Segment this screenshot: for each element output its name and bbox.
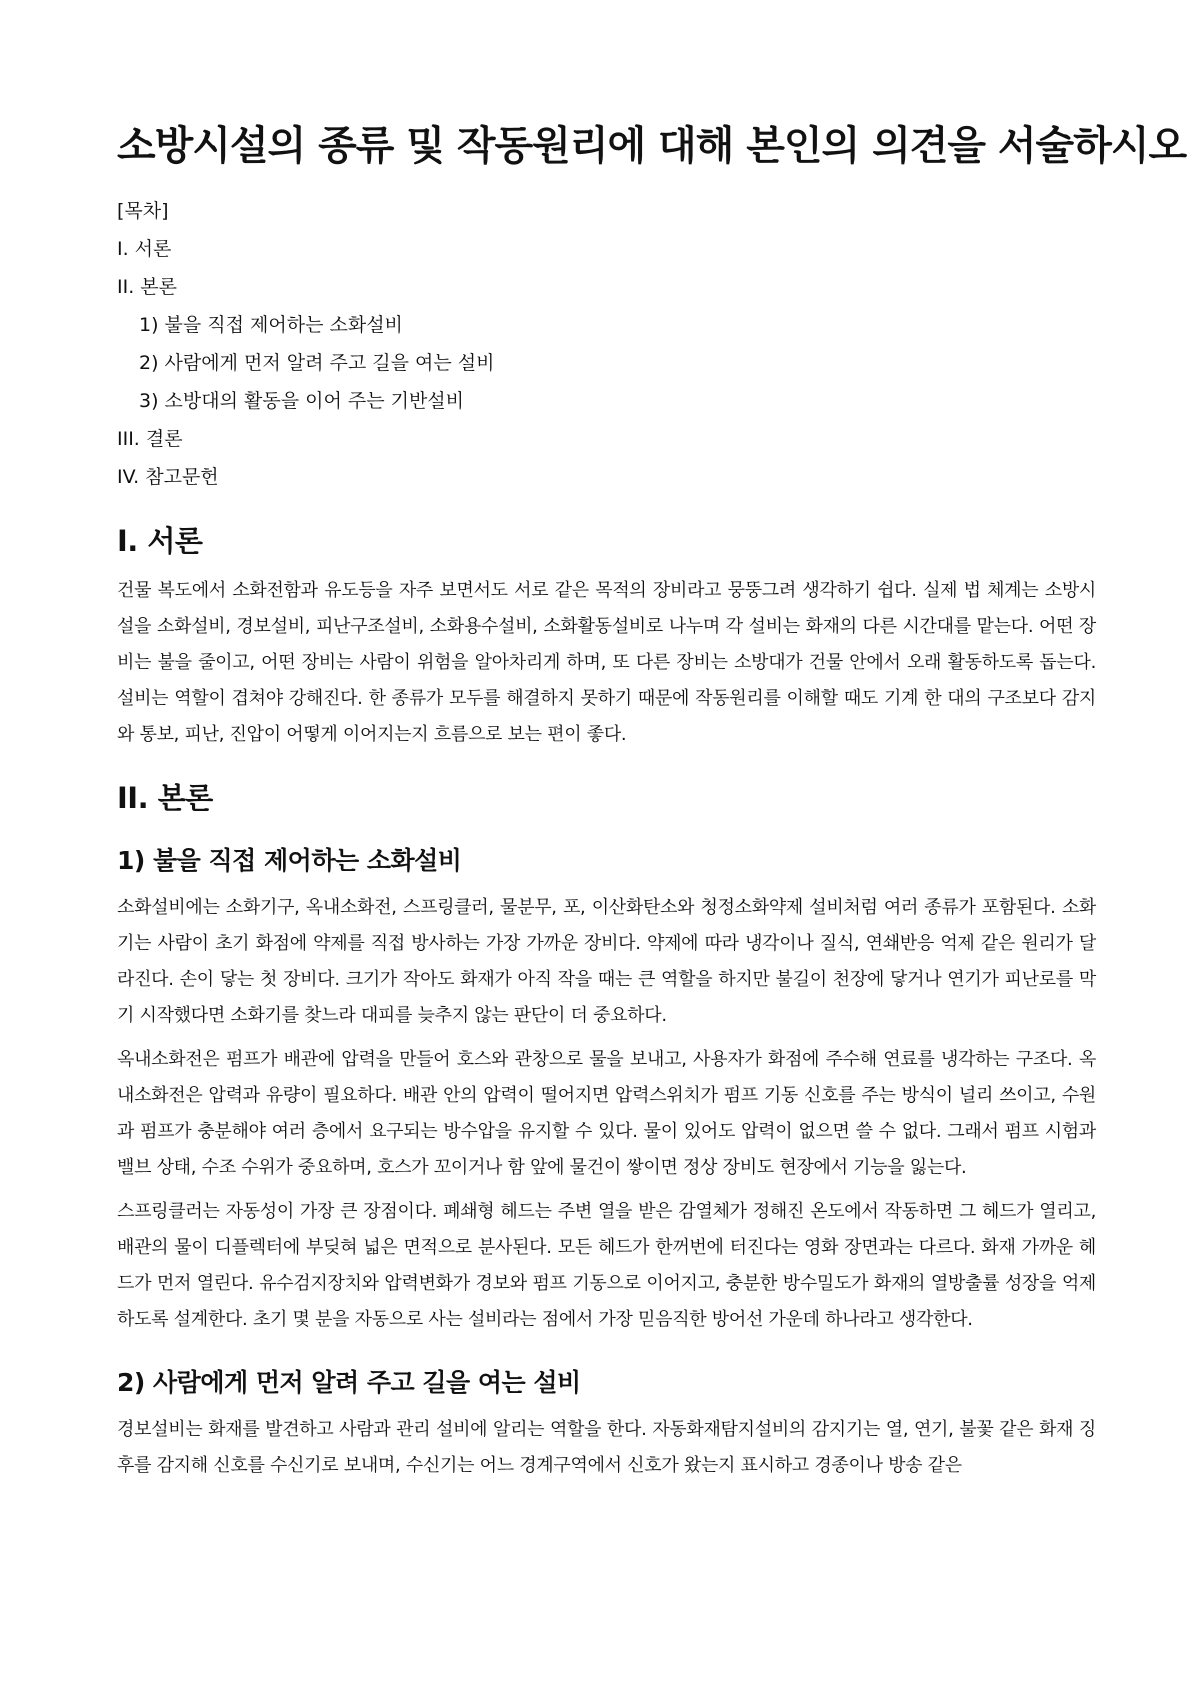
- toc-subitem-2: 2) 사람에게 먼저 알려 주고 길을 여는 설비: [139, 352, 495, 374]
- toc-item-intro: I. 서론: [117, 238, 172, 260]
- paragraph: 경보설비는 화재를 발견하고 사람과 관리 설비에 알리는 역할을 한다. 자동화재탐지설비의 감지기는 열, 연기, 불꽃 같은 화재 징후를 감지해 신호를 수신기로 보내며, 수신기는 어느 경계구역에서 신호가 왔는지 표시하고 경종이나 방송 같은: [117, 1418, 1096, 1476]
- section-body: [117, 781, 1096, 1484]
- toc-item-references: IV. 참고문헌: [117, 466, 219, 488]
- toc-item-body: II. 본론: [117, 276, 177, 298]
- subsection-alarm-evacuation: [117, 1368, 1096, 1484]
- paragraph: 옥내소화전은 펌프가 배관에 압력을 만들어 호스와 관창으로 물을 보내고, 사용자가 화점에 주수해 연료를 냉각하는 구조다. 옥내소화전은 압력과 유량이 필요하다. 배관 안의 압력이 떨어지면 압력스위치가 펌프 기동 신호를 주는 방식이 널리 쓰이고, 수원과 펌프가 충분해야 여러 층에서 요구되는 방수압을 유지할 수 있다. 물이 있어도 압력이 없으면 쓸 수 없다. 그래서 펌프 시험과 밸브 상태, 수조 수위가 중요하며, 호스가 꼬이거나 함 앞에 물건이 쌓이면 정상 장비도 현장에서 기능을 잃는다.: [117, 1048, 1096, 1178]
- paragraph: 건물 복도에서 소화전함과 유도등을 자주 보면서도 서로 같은 목적의 장비라고 뭉뚱그려 생각하기 쉽다. 실제 법 체계는 소방시설을 소화설비, 경보설비, 피난구조설비, 소화용수설비, 소화활동설비로 나누며 각 설비는 화재의 다른 시간대를 맡는다. 어떤 장비는 불을 줄이고, 어떤 장비는 사람이 위험을 알아차리게 하며, 또 다른 장비는 소방대가 건물 안에서 오래 활동하도록 돕는다. 설비는 역할이 겹쳐야 강해진다. 한 종류가 모두를 해결하지 못하기 때문에 작동원리를 이해할 때도 기계 한 대의 구조보다 감지와 통보, 피난, 진압이 어떻게 이어지는지 흐름으로 보는 편이 좋다.: [117, 579, 1096, 745]
- section-introduction: [117, 524, 1096, 753]
- table-of-contents: [117, 192, 1096, 496]
- subsection-heading: 1) 불을 직접 제어하는 소화설비: [117, 845, 462, 875]
- document-title: 소방시설의 종류 및 작동원리에 대해 본인의 의견을 서술하시오: [117, 123, 1187, 169]
- paragraph: 소화설비에는 소화기구, 옥내소화전, 스프링클러, 물분무, 포, 이산화탄소와 청정소화약제 설비처럼 여러 종류가 포함된다. 소화기는 사람이 초기 화점에 약제를 직접 방사하는 가장 가까운 장비다. 약제에 따라 냉각이나 질식, 연쇄반응 억제 같은 원리가 달라진다. 손이 닿는 첫 장비다. 크기가 작아도 화재가 아직 작을 때는 큰 역할을 하지만 불길이 천장에 닿거나 연기가 피난로를 막기 시작했다면 소화기를 찾느라 대피를 늦추지 않는 판단이 더 중요하다.: [117, 896, 1096, 1026]
- toc-subitem-1: 1) 불을 직접 제어하는 소화설비: [139, 314, 403, 336]
- subsection-fire-suppression: [117, 846, 1096, 1338]
- subsection-heading: 2) 사람에게 먼저 알려 주고 길을 여는 설비: [117, 1367, 581, 1397]
- section-heading: I. 서론: [117, 524, 203, 558]
- toc-item-conclusion: III. 결론: [117, 428, 183, 450]
- toc-subitem-3: 3) 소방대의 활동을 이어 주는 기반설비: [139, 390, 465, 412]
- paragraph: 스프링클러는 자동성이 가장 큰 장점이다. 폐쇄형 헤드는 주변 열을 받은 감열체가 정해진 온도에서 작동하면 그 헤드가 열리고, 배관의 물이 디플렉터에 부딪혀 넓은 면적으로 분사된다. 모든 헤드가 한꺼번에 터진다는 영화 장면과는 다르다. 화재 가까운 헤드가 먼저 열린다. 유수검지장치와 압력변화가 경보와 펌프 기동으로 이어지고, 충분한 방수밀도가 화재의 열방출률 성장을 억제하도록 설계한다. 초기 몇 분을 자동으로 사는 설비라는 점에서 가장 믿음직한 방어선 가운데 하나라고 생각한다.: [117, 1200, 1096, 1330]
- toc-heading: [목차]: [117, 200, 169, 222]
- section-heading: II. 본론: [117, 780, 213, 815]
